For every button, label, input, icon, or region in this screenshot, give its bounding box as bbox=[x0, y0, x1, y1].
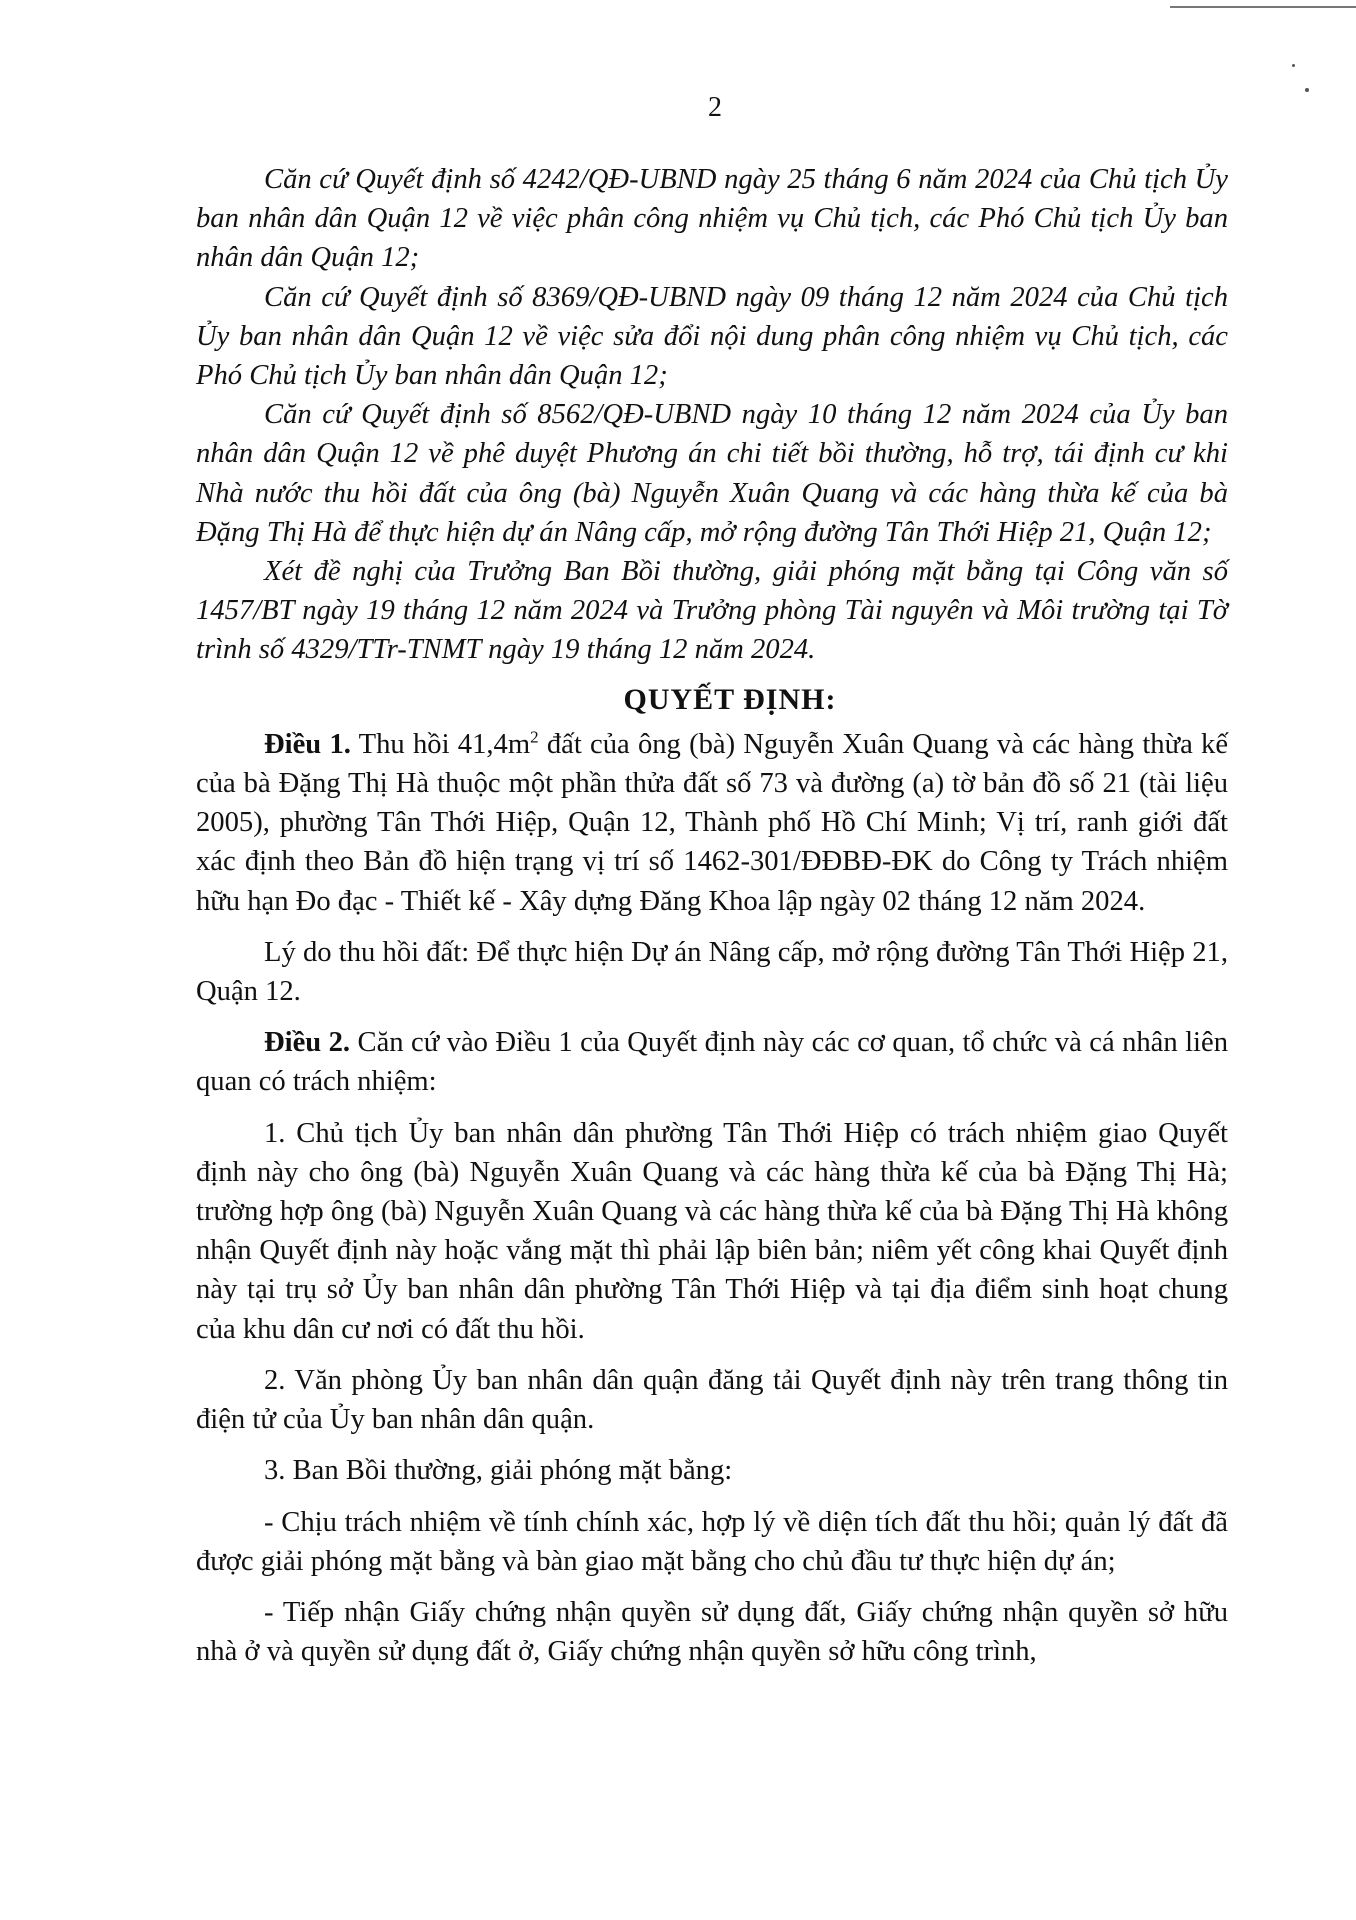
article-2-label: Điều 2. bbox=[264, 1027, 351, 1059]
article-1-label: Điều 1. bbox=[264, 728, 351, 760]
basis-paragraph: Căn cứ Quyết định số 8562/QĐ-UBND ngày 10 tháng 12 năm 2024 của Ủy ban nhân dân Quận 12 về phê duyệt Phương án chi tiết bồi thường, hỗ trợ, tái định cư khi Nhà nước thu hồi đất của ông (bà) Nguyễn Xuân Quang và các hàng thừa kế của bà Đặng Thị Hà để thực hiện dự án Nâng cấp, mở rộng đường Tân Thới Hiệp 21, Quận 12; bbox=[196, 399, 1228, 548]
scan-edge-line bbox=[1170, 6, 1356, 8]
article-2-item-3-bullet: - Tiếp nhận Giấy chứng nhận quyền sử dụng đất, Giấy chứng nhận quyền sở hữu nhà ở và quyền sử dụng đất ở, Giấy chứng nhận quyền sở hữu công trình, bbox=[196, 1596, 1228, 1668]
article-2 bbox=[196, 1023, 1228, 1101]
article-1-reason: Lý do thu hồi đất: Để thực hiện Dự án Nâng cấp, mở rộng đường Tân Thới Hiệp 21, Quận 12. bbox=[196, 936, 1228, 1008]
article-2-item-2: 2. Văn phòng Ủy ban nhân dân quận đăng tải Quyết định này trên trang thông tin điện tử của Ủy ban nhân dân quận. bbox=[196, 1364, 1228, 1436]
article-1-text-a: Thu hồi 41,4m bbox=[350, 728, 531, 760]
area-unit-superscript: 2 bbox=[530, 727, 539, 747]
article-2-intro: Căn cứ vào Điều 1 của Quyết định này các cơ quan, tổ chức và cá nhân liên quan có trách nhiệm: bbox=[196, 1027, 1228, 1098]
article-1 bbox=[196, 725, 1228, 921]
page-number: 2 bbox=[708, 92, 722, 123]
decision-title: QUYẾT ĐỊNH: bbox=[623, 682, 837, 716]
document-body bbox=[196, 160, 1228, 1671]
basis-paragraph: Xét đề nghị của Trưởng Ban Bồi thường, giải phóng mặt bằng tại Công văn số 1457/BT ngày 19 tháng 12 năm 2024 và Trưởng phòng Tài nguyên và Môi trường tại Tờ trình số 4329/TTr-TNMT ngày 19 tháng 12 năm 2024. bbox=[196, 556, 1228, 666]
article-1-text-b: đất của ông (bà) Nguyễn Xuân Quang và các hàng thừa kế của bà Đặng Thị Hà thuộc một phần thửa đất số 73 và đường (a) tờ bản đồ số 21 (tài liệu 2005), phường Tân Thới Hiệp, Quận 12, Thành phố Hồ Chí Minh; Vị trí, ranh giới đất xác định theo Bản đồ hiện trạng vị trí số 1462-301/ĐĐBĐ-ĐK do Công ty Trách nhiệm hữu hạn Đo đạc - Thiết kế - Xây dựng Đăng Khoa lập ngày 02 tháng 12 năm 2024. bbox=[196, 728, 1229, 917]
basis-paragraph: Căn cứ Quyết định số 4242/QĐ-UBND ngày 25 tháng 6 năm 2024 của Chủ tịch Ủy ban nhân dân Quận 12 về việc phân công nhiệm vụ Chủ tịch, các Phó Chủ tịch Ủy ban nhân dân Quận 12; bbox=[196, 164, 1228, 274]
article-2-item-3: 3. Ban Bồi thường, giải phóng mặt bằng: bbox=[264, 1455, 733, 1487]
article-2-item-3-bullet: - Chịu trách nhiệm về tính chính xác, hợp lý về diện tích đất thu hồi; quản lý đất đã được giải phóng mặt bằng và bàn giao mặt bằng cho chủ đầu tư thực hiện dự án; bbox=[196, 1506, 1228, 1577]
basis-paragraph: Căn cứ Quyết định số 8369/QĐ-UBND ngày 09 tháng 12 năm 2024 của Chủ tịch Ủy ban nhân dân Quận 12 về việc sửa đổi nội dung phân công nhiệm vụ Chủ tịch, các Phó Chủ tịch Ủy ban nhân dân Quận 12; bbox=[196, 281, 1228, 392]
legal-bases bbox=[196, 160, 1228, 670]
scan-speck bbox=[1292, 64, 1295, 67]
article-2-item-1: 1. Chủ tịch Ủy ban nhân dân phường Tân Thới Hiệp có trách nhiệm giao Quyết định này cho ông (bà) Nguyễn Xuân Quang và các hàng thừa kế của bà Đặng Thị Hà; trường hợp ông (bà) Nguyễn Xuân Quang và các hàng thừa kế của bà Đặng Thị Hà không nhận Quyết định này hoặc vắng mặt thì phải lập biên bản; niêm yết công khai Quyết định này tại trụ sở Ủy ban nhân dân phường Tân Thới Hiệp và tại địa điểm sinh hoạt chung của khu dân cư nơi có đất thu hồi. bbox=[196, 1117, 1228, 1345]
